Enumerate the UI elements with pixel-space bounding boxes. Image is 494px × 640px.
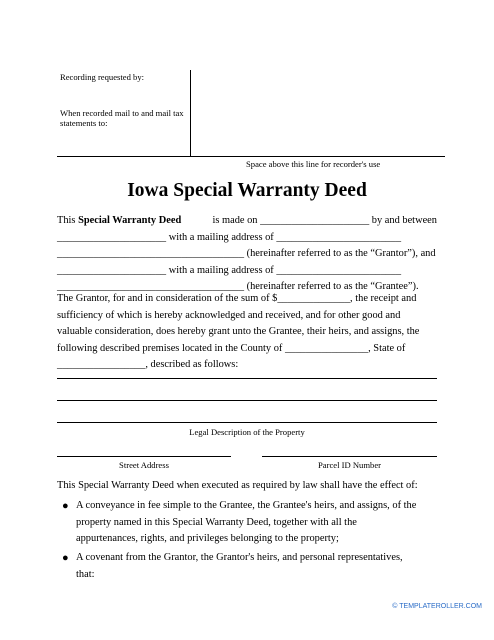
- parcel-id-label: Parcel ID Number: [318, 460, 381, 470]
- legal-description-line-2: [57, 400, 437, 401]
- street-address-line: [57, 456, 231, 457]
- consideration-line-4: following described premises located in the County of ________________, State of: [57, 342, 406, 354]
- legal-description-line-3: [57, 422, 437, 423]
- footer-credit: © TEMPLATEROLLER.COM: [392, 603, 482, 610]
- recorder-line: [57, 156, 445, 157]
- page-title: Iowa Special Warranty Deed: [127, 180, 367, 201]
- bullet-dot-icon: ●: [62, 552, 69, 564]
- bullet-1-line-1: A conveyance in fee simple to the Grantee, the Grantee's heirs, and assigns, of the: [76, 500, 417, 511]
- effect-sentence: This Special Warranty Deed when executed as required by law shall have the effect of:: [57, 480, 418, 491]
- bullet-1-line-2: property named in this Special Warranty Deed, together with all the: [76, 516, 357, 528]
- consideration-paragraph: [57, 291, 437, 374]
- bullet-1-line-3: appurtenances, rights, and privileges belonging to the property;: [76, 533, 339, 545]
- consideration-line-2: sufficiency of which is hereby acknowledged and received, and for other good and: [57, 309, 401, 321]
- bullet-dot-icon: ●: [62, 500, 69, 512]
- bullet-2-line-2: that:: [76, 568, 95, 580]
- legal-description-line-1: [57, 378, 437, 379]
- bullet-item-1: [62, 498, 438, 548]
- legal-description-label: Legal Description of the Property: [189, 427, 305, 437]
- bullet-item-2: [62, 550, 438, 583]
- mail-to-label-line2: statements to:: [60, 118, 108, 128]
- intro-line-5: ____________________________________ (hereinafter referred to as the “Grantee”).: [57, 281, 419, 293]
- intro-line-1: [57, 213, 437, 230]
- consideration-line-5: _________________, described as follows:: [57, 359, 239, 371]
- intro-line-2: _____________________ with a mailing address of ________________________: [57, 231, 402, 243]
- street-address-label: Street Address: [119, 460, 169, 470]
- intro-paragraph: [57, 213, 437, 296]
- intro-this: This: [57, 215, 76, 226]
- intro-line-3: ____________________________________ (hereinafter referred to as the “Grantor”), and: [57, 248, 436, 260]
- recording-requested-label: Recording requested by:: [60, 72, 145, 82]
- intro-made-on: is made on _____________________ by and between: [212, 215, 437, 226]
- mail-to-label-line1: When recorded mail to and mail tax: [60, 108, 184, 118]
- intro-deed-name: Special Warranty Deed: [78, 215, 182, 226]
- bullet-2-line-1: A covenant from the Grantor, the Grantor's heirs, and personal representatives,: [76, 552, 403, 563]
- consideration-line-3: valuable consideration, does hereby grant unto the Grantee, their heirs, and assigns, the: [57, 326, 420, 338]
- parcel-id-line: [262, 456, 437, 457]
- recorder-note: Space above this line for recorder's use: [246, 159, 381, 169]
- recording-box-divider: [190, 70, 191, 156]
- intro-line-4: _____________________ with a mailing address of ________________________: [57, 264, 402, 276]
- consideration-line-1: The Grantor, for and in consideration of the sum of $______________, the receipt and: [57, 293, 417, 304]
